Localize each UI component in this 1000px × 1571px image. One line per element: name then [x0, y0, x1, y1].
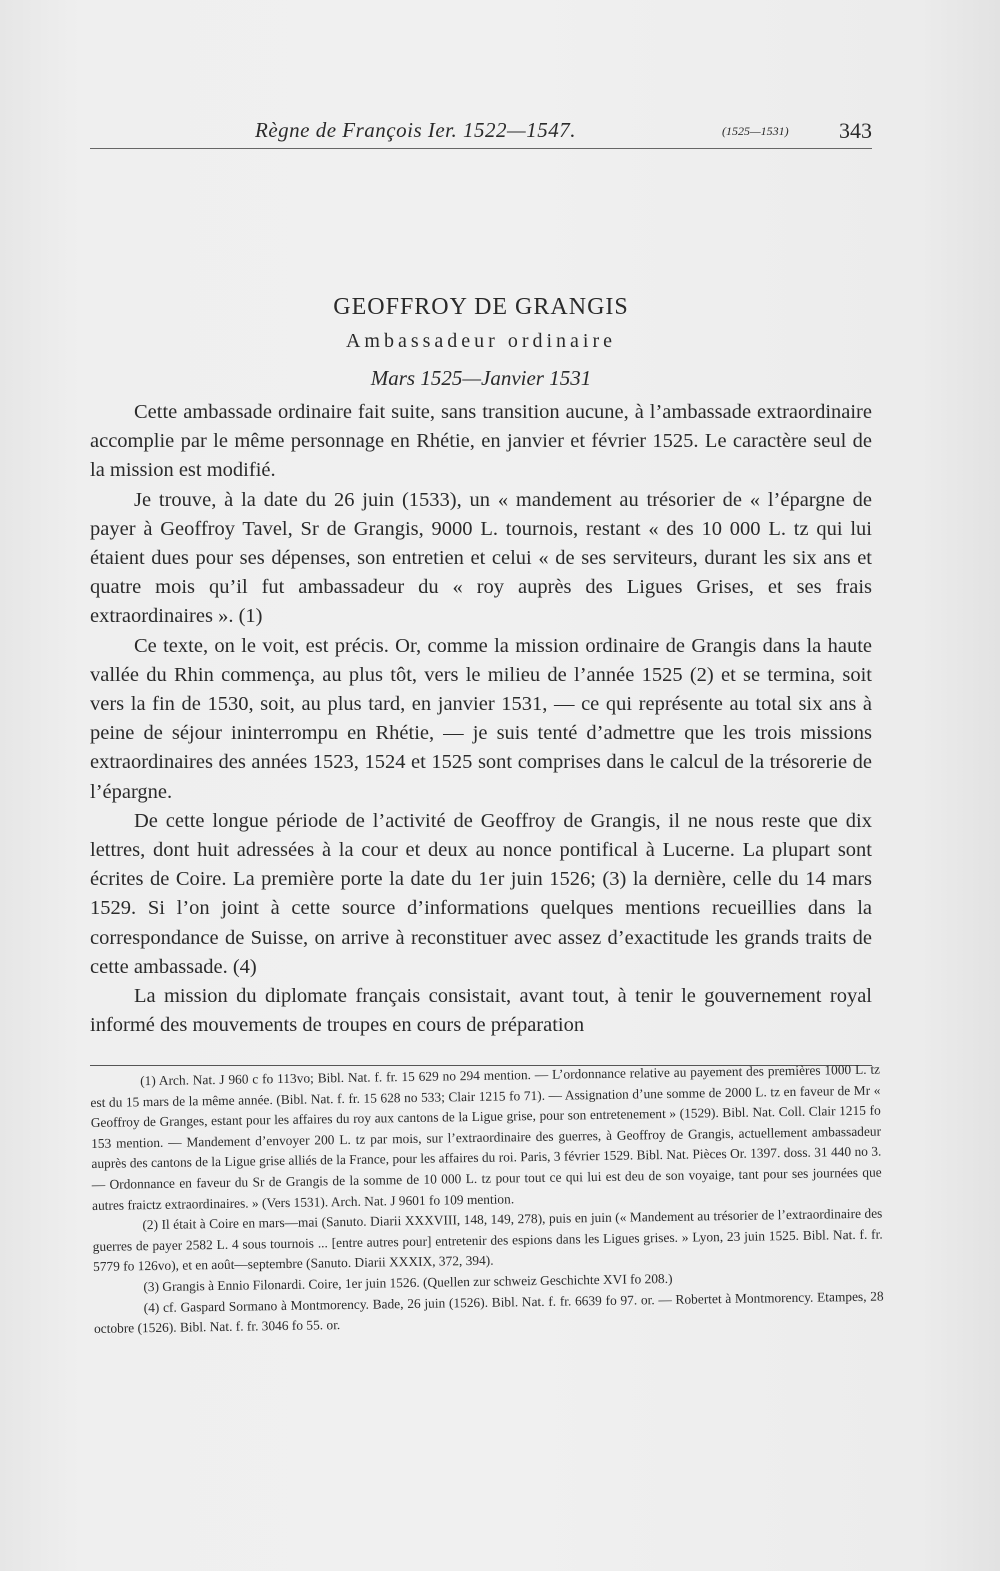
paragraph: La mission du diplomate français consistait, avant tout, à tenir le gouvernement royal informé des mouvements de troupes en cours de préparation	[90, 985, 872, 1037]
running-head-dates: (1525—1531)	[722, 124, 789, 138]
running-head	[90, 118, 872, 149]
page-number: 343	[839, 118, 872, 143]
running-head-title: Règne de François Ier. 1522—1547.	[255, 118, 576, 142]
footnote: (2) Il était à Coire en mars—mai (Sanuto. Diarii XXXVIII, 148, 149, 278), puis en juin (« Mandement au trésorier de l’extraordinaire des guerres de payer 2582 L. 4 sous tournois ... [entre autres pour] entretenir des espions dans les Ligues grises. » Lyon, 23 juin 1525. Bibl. Nat. f. fr. 5779 fo 126vo), et en août—septembre (Sanuto. Diarii XXXIX, 372, 394).	[92, 1205, 883, 1275]
paragraph: Cette ambassade ordinaire fait suite, sans transition aucune, à l’ambassade extraordinaire accomplie par le même personnage en Rhétie, en janvier et février 1525. Le caractère seul de la mission est modifié.	[90, 401, 872, 482]
section-dates: Mars 1525—Janvier 1531	[370, 366, 592, 390]
footnote: (1) Arch. Nat. J 960 c fo 113vo; Bibl. Nat. f. fr. 15 629 no 294 mention. — L’ordonnance relative au payement des premières 1000 L. tz est du 15 mars de la même année. (Bibl. Nat. f. fr. 15 628 no 533; Clair 1215 fo 71). — Assignation d’une somme de 2000 L. tz en faveur de Mr « Geoffroy de Granges, estant pour les affaires du roy aux cantons de la Ligue grise, pour son entretenement » (1529). Bibl. Nat. Coll. Clair 1215 fo 153 mention. — Mandement d’envoyer 200 L. tz par mois, sur l’extraordinaire des guerres, à Geoffroy de Grangis, actuellement ambassadeur auprès des cantons de la Ligue grise alliés de la France, pour les affaires du roi. Paris, 3 février 1529. Bibl. Nat. Pièces Or. 1397. doss. 31 440 no 3. — Ordonnance en faveur du Sr de Grangis de la somme de 10 000 L. tz pour tout ce qui lui est deu de son voyaige, tant pour ses journées que autres fraictz extraordinaires. » (Vers 1531). Arch. Nat. J 9601 fo 109 mention.	[90, 1061, 882, 1213]
footnote: (3) Grangis à Ennio Filonardi. Coire, 1er juin 1526. (Quellen zur schweiz Geschichte XVI fo 208.)	[143, 1270, 673, 1295]
paragraph: Ce texte, on le voit, est précis. Or, comme la mission ordinaire de Grangis dans la haute vallée du Rhin commença, au plus tôt, vers le milieu de l’année 1525 (2) et se termina, soit vers la fin de 1530, soit, au plus tard, en janvier 1531, — ce qui représente au total six ans à peine de séjour ininterrompu en Rhétie, — je suis tenté d’admettre que les trois missions extraordinaires des années 1523, 1524 et 1525 sont comprises dans le calcul de la trésorerie de l’épargne.	[90, 634, 872, 803]
paragraph: De cette longue période de l’activité de Geoffroy de Grangis, il ne nous reste que dix lettres, dont huit adressées à la cour et deux au nonce pontifical à Lucerne. La plupart sont écrites de Coire. La première porte la date du 1er juin 1526; (3) la dernière, celle du 14 mars 1529. Si l’on joint à cette source d’informations quelques mentions recueillies dans la correspondance de Suisse, on arrive à reconstituer avec assez d’exactitude les grands traits de cette ambassade. (4)	[90, 809, 872, 978]
section-title: GEOFFROY DE GRANGIS	[333, 294, 629, 320]
paragraph: Je trouve, à la date du 26 juin (1533), un « mandement au trésorier de « l’épargne de payer à Geoffroy Tavel, Sr de Grangis, 9000 L. tournois, restant « des 10 000 L. tz qui lui étaient dues pour ses dépenses, son entretien et celui « de ses serviteurs, durant les six ans et quatre mois qu’il fut ambassadeur du « roy auprès des Ligues Grises, et ses frais extraordinaires ». (1)	[90, 488, 872, 628]
footnote: (4) cf. Gaspard Sormano à Montmorency. Bade, 26 juin (1526). Bibl. Nat. f. fr. 6639 fo 97. or. — Robertet à Montmorency. Etampes, 28 octobre (1526). Bibl. Nat. f. fr. 3046 fo 55. or.	[93, 1288, 884, 1337]
section-subtitle: Ambassadeur ordinaire	[345, 330, 617, 352]
body-text	[90, 398, 872, 1040]
footnotes	[90, 1060, 884, 1340]
